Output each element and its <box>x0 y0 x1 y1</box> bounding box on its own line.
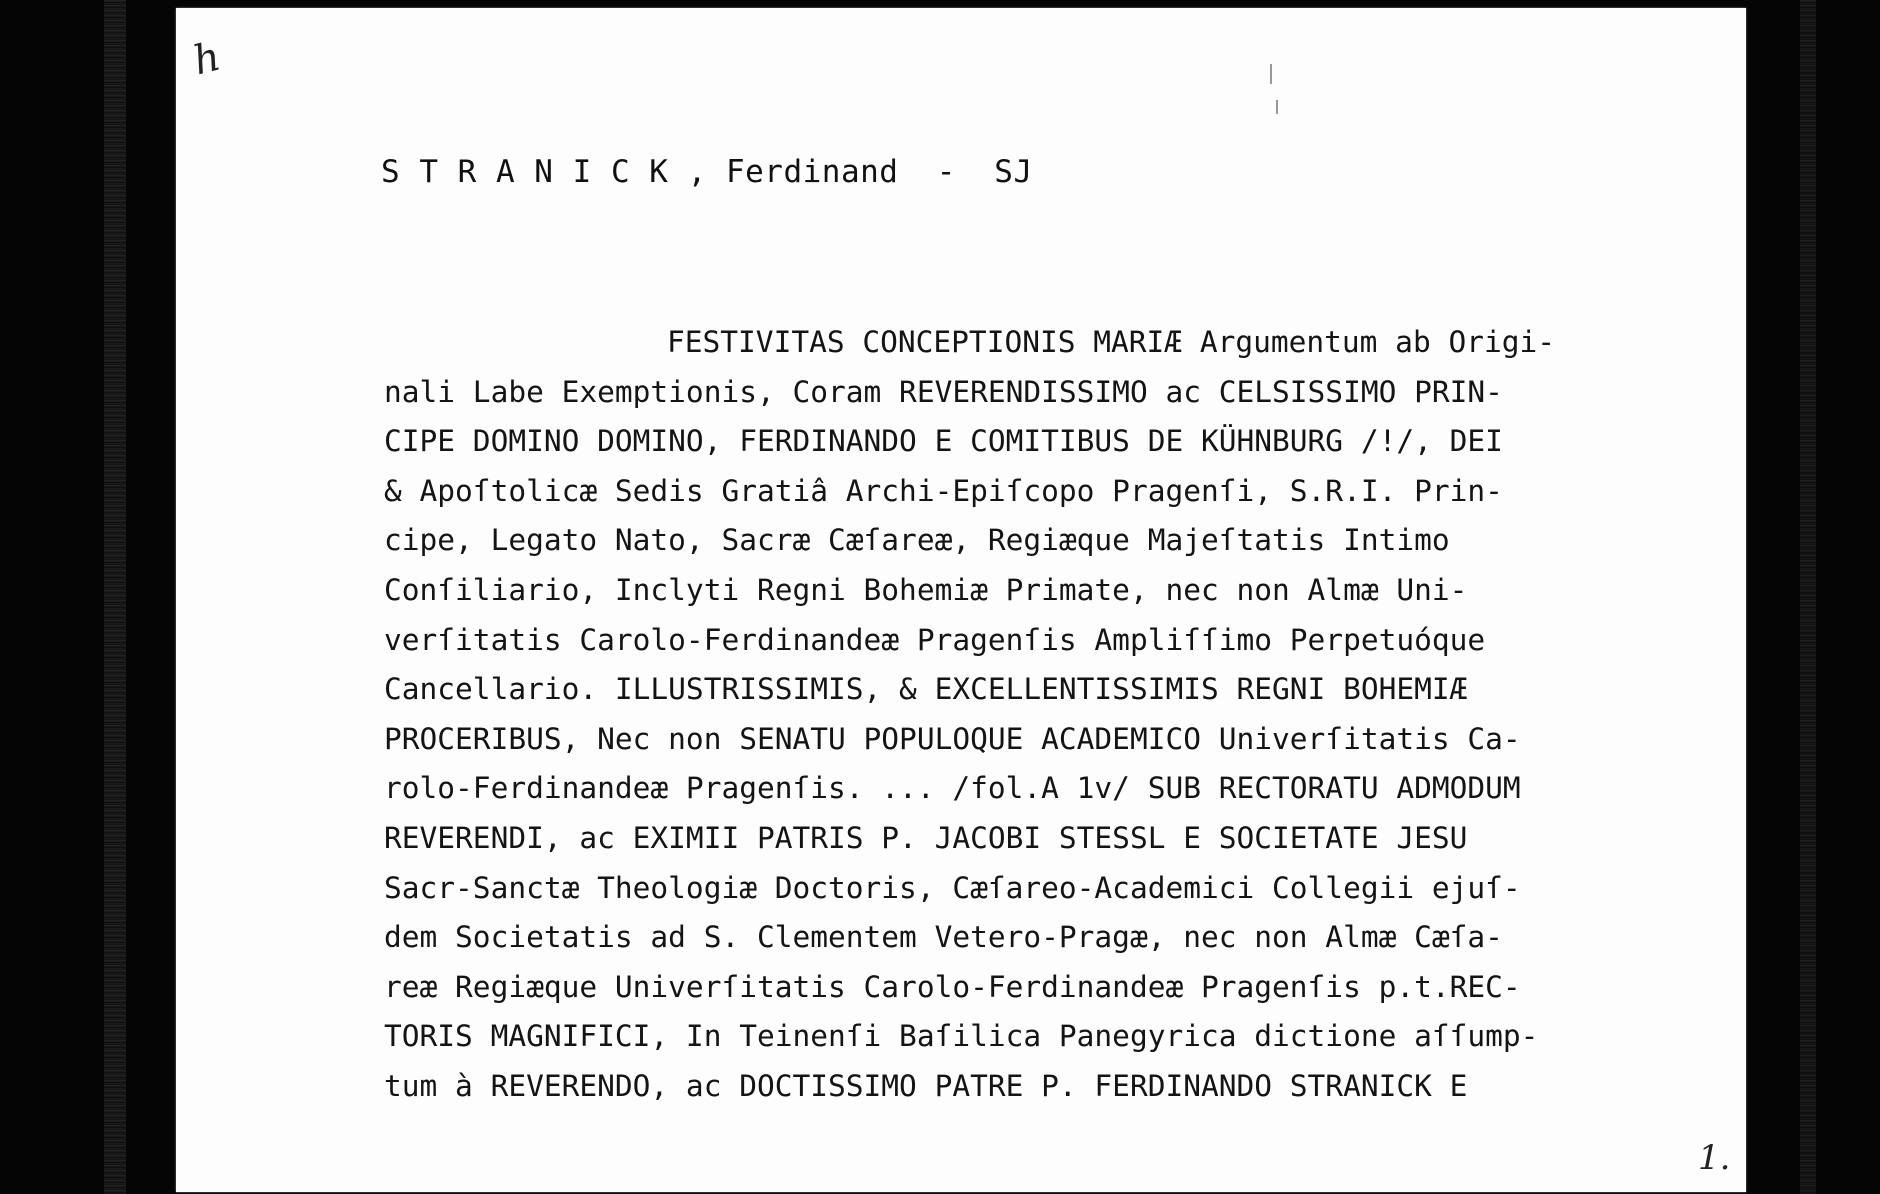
entry-heading <box>381 154 1033 190</box>
text-line: Conſiliario, Inclyti Regni Bohemiæ Primate, nec non Almæ Uni- <box>384 572 1468 607</box>
handwritten-corner-mark: h <box>188 33 225 85</box>
text-line: cipe, Legato Nato, Sacræ Cæſareæ, Regiæque Majeſtatis Intimo <box>384 523 1450 558</box>
text-line: PROCERIBUS, Nec non SENATU POPULOQUE ACADEMICO Univerſitatis Ca- <box>384 721 1521 756</box>
text-line: tum à REVERENDO, ac DOCTISSIMO PATRE P. FERDINANDO STRANICK E <box>384 1068 1468 1103</box>
document-page <box>176 8 1746 1192</box>
heading-dash: - <box>898 154 995 190</box>
text-line: CIPE DOMINO DOMINO, FERDINANDO E COMITIBUS DE KÜHNBURG /!/, DEI <box>384 424 1503 459</box>
text-line: rolo-Ferdinandeæ Pragenſis. ... /fol.A 1v/ SUB RECTORATU ADMODUM <box>384 771 1521 806</box>
scan-edge-left <box>104 0 126 1194</box>
text-line: FESTIVITAS CONCEPTIONIS MARIÆ Argumentum ab Origi- <box>667 325 1556 359</box>
heading-order: SJ <box>994 154 1033 190</box>
scan-edge-right <box>1800 0 1816 1194</box>
text-line: dem Societatis ad S. Clementem Vetero-Pragæ, nec non Almæ Cæſa- <box>384 920 1503 955</box>
text-line: Sacr-Sanctæ Theologiæ Doctoris, Cæſareo-Academici Collegii ejuſ- <box>384 870 1521 905</box>
heading-separator: , <box>668 154 726 190</box>
text-line: reæ Regiæque Univerſitatis Carolo-Ferdinandeæ Pragenſis p.t.REC- <box>384 969 1521 1004</box>
scan-speck <box>1270 64 1272 84</box>
heading-given-name: Ferdinand <box>725 154 899 190</box>
text-line: nali Labe Exemptionis, Coram REVERENDISSIMO ac CELSISSIMO PRIN- <box>384 374 1503 409</box>
text-line: Cancellario. ILLUSTRISSIMIS, & EXCELLENTISSIMIS REGNI BOHEMIÆ <box>384 672 1468 707</box>
text-line: verſitatis Carolo-Ferdinandeæ Pragenſis Ampliſſimo Perpetuóque <box>384 622 1486 657</box>
scan-speck <box>1276 100 1278 114</box>
text-line: REVERENDI, ac EXIMII PATRIS P. JACOBI STESSL E SOCIETATE JESU <box>384 820 1468 855</box>
title-transcription <box>384 318 1724 1112</box>
page-number: 1. <box>1698 1138 1731 1178</box>
text-line: & Apoſtolicæ Sedis Gratiâ Archi-Epiſcopo Pragenſi, S.R.I. Prin- <box>384 473 1503 508</box>
text-line: TORIS MAGNIFICI, In Teinenſi Baſilica Panegyrica dictione aſſump- <box>384 1019 1539 1054</box>
heading-surname: S T R A N I C K <box>381 154 669 190</box>
